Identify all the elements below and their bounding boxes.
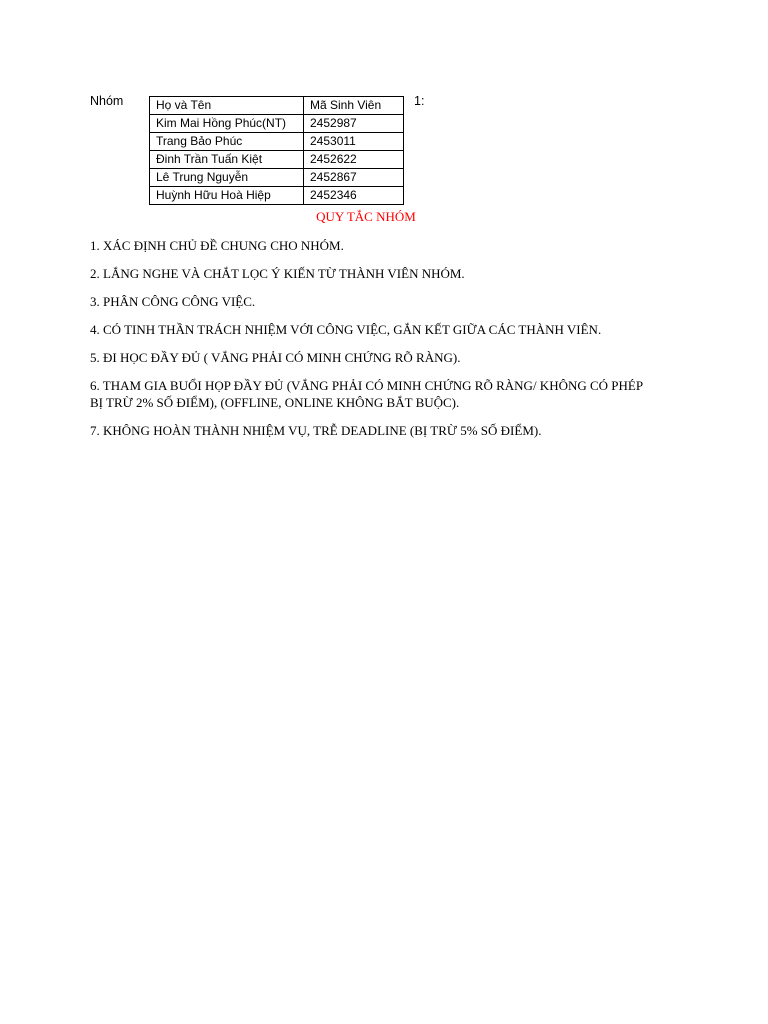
member-name: Lê Trung Nguyễn bbox=[150, 169, 304, 187]
column-header-name: Họ và Tên bbox=[150, 97, 304, 115]
rule-item: 6. THAM GIA BUỔI HỌP ĐẦY ĐỦ (VẮNG PHẢI CÓ MINH CHỨNG RÕ RÀNG/ KHÔNG CÓ PHÉP BỊ TRỪ 2% SỐ ĐIỂM), (OFFLINE, ONLINE KHÔNG BẮT BUỘC). bbox=[90, 378, 643, 410]
column-header-student-id: Mã Sinh Viên bbox=[304, 97, 404, 115]
member-name: Đinh Trần Tuấn Kiệt bbox=[150, 151, 304, 169]
member-name: Trang Bảo Phúc bbox=[150, 133, 304, 151]
member-student-id: 2453011 bbox=[304, 133, 404, 151]
rule-item: 4. CÓ TINH THẦN TRÁCH NHIỆM VỚI CÔNG VIỆC, GẮN KẾT GIỮA CÁC THÀNH VIÊN. bbox=[90, 322, 602, 337]
rule-item: 3. PHÂN CÔNG CÔNG VIỆC. bbox=[90, 294, 256, 309]
table-row bbox=[150, 115, 404, 133]
group-number: 1: bbox=[414, 94, 425, 108]
rule-item: 5. ĐI HỌC ĐẦY ĐỦ ( VẮNG PHẢI CÓ MINH CHỨNG RÕ RÀNG). bbox=[90, 350, 461, 365]
member-student-id: 2452622 bbox=[304, 151, 404, 169]
member-name: Kim Mai Hồng Phúc(NT) bbox=[150, 115, 304, 133]
table-row bbox=[150, 169, 404, 187]
table-row bbox=[150, 133, 404, 151]
table-header-row bbox=[150, 97, 404, 115]
member-student-id: 2452987 bbox=[304, 115, 404, 133]
rules-title: QUY TẮC NHÓM bbox=[316, 209, 416, 224]
member-student-id: 2452867 bbox=[304, 169, 404, 187]
rule-item: 1. XÁC ĐỊNH CHỦ ĐỀ CHUNG CHO NHÓM. bbox=[90, 238, 344, 253]
member-table bbox=[149, 96, 404, 205]
member-student-id: 2452346 bbox=[304, 187, 404, 205]
rule-item: 2. LẮNG NGHE VÀ CHẮT LỌC Ý KIẾN TỪ THÀNH VIÊN NHÓM. bbox=[90, 266, 465, 281]
group-label: Nhóm bbox=[90, 94, 124, 108]
rule-item: 7. KHÔNG HOÀN THÀNH NHIỆM VỤ, TRỄ DEADLINE (BỊ TRỪ 5% SỐ ĐIỂM). bbox=[90, 423, 542, 438]
member-name: Huỳnh Hữu Hoà Hiệp bbox=[150, 187, 304, 205]
rules-list bbox=[90, 237, 655, 450]
table-row bbox=[150, 187, 404, 205]
table-row bbox=[150, 151, 404, 169]
